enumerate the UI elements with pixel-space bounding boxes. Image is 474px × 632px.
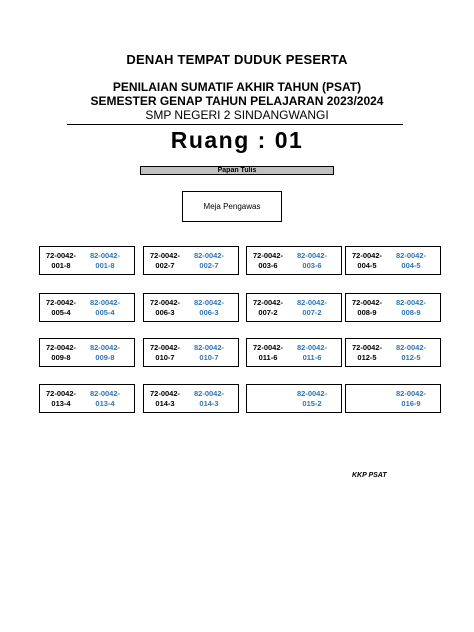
seat-card [246, 246, 342, 275]
seat-card [345, 384, 441, 413]
seat-number-secondary [390, 298, 432, 318]
seat-number-primary-line1: 72-0042- [149, 298, 181, 307]
seat-number-primary [144, 389, 186, 409]
seat-card [143, 246, 239, 275]
seat-number-primary-line2: 014-3 [155, 399, 175, 408]
seat-card [39, 338, 135, 367]
seat-number-primary [247, 343, 289, 363]
seat-number-primary-line2: 006-3 [155, 308, 175, 317]
seat-number-secondary [291, 298, 333, 318]
seat-number-secondary [390, 251, 432, 271]
seat-number-secondary-line1: 82-0042- [296, 389, 328, 398]
seat-number-primary [247, 298, 289, 318]
seat-number-primary [144, 251, 186, 271]
seat-number-secondary-line2: 012-5 [401, 353, 421, 362]
seat-number-secondary-line1: 82-0042- [193, 343, 225, 352]
seat-number-secondary [188, 343, 230, 363]
seat-number-secondary-line1: 82-0042- [193, 298, 225, 307]
seat-number-primary [40, 343, 82, 363]
seat-number-secondary [188, 298, 230, 318]
supervisor-desk: Meja Pengawas [182, 191, 282, 222]
seat-number-primary [144, 343, 186, 363]
seat-number-primary [346, 298, 388, 318]
seat-number-secondary-line2: 005-4 [95, 308, 115, 317]
seat-number-primary [40, 389, 82, 409]
seat-number-primary-line1: 72-0042- [252, 298, 284, 307]
seat-card [246, 293, 342, 322]
seat-number-primary [144, 298, 186, 318]
seat-number-primary [40, 298, 82, 318]
seat-number-primary [40, 251, 82, 271]
seat-card [39, 246, 135, 275]
seat-number-secondary-line1: 82-0042- [296, 343, 328, 352]
seat-number-primary-line2: 009-8 [51, 353, 71, 362]
seat-number-primary-line2: 012-5 [357, 353, 377, 362]
seat-number-secondary [390, 389, 432, 409]
seat-number-primary-line1: 72-0042- [351, 251, 383, 260]
seat-number-primary-line1: 72-0042- [149, 251, 181, 260]
seat-card [246, 384, 342, 413]
seat-number-primary-line2: 008-9 [357, 308, 377, 317]
seat-number-primary-line2: 001-8 [51, 261, 71, 270]
seat-card [246, 338, 342, 367]
seat-number-secondary-line2: 007-2 [302, 308, 322, 317]
assessment-title: PENILAIAN SUMATIF AKHIR TAHUN (PSAT) [112, 80, 362, 94]
seat-number-primary-line2: 011-6 [258, 353, 278, 362]
seat-number-primary [346, 251, 388, 271]
seat-number-secondary-line1: 82-0042- [89, 343, 121, 352]
seat-number-primary-line2: 002-7 [155, 261, 175, 270]
seat-number-primary-line1: 72-0042- [45, 298, 77, 307]
seat-number-primary-line1: 72-0042- [351, 343, 383, 352]
seat-number-primary-line2: 013-4 [51, 399, 71, 408]
seat-number-secondary-line1: 82-0042- [296, 298, 328, 307]
seat-card [143, 338, 239, 367]
seat-number-primary-line1: 72-0042- [45, 343, 77, 352]
seat-number-secondary-line2: 014-3 [199, 399, 219, 408]
seat-number-secondary [84, 389, 126, 409]
seat-number-primary-line1: 72-0042- [45, 389, 77, 398]
whiteboard: Papan Tulis [140, 166, 334, 175]
seat-number-secondary [84, 343, 126, 363]
seat-number-secondary-line2: 013-4 [95, 399, 115, 408]
seat-number-secondary [188, 251, 230, 271]
seat-number-primary-line2: 003-6 [258, 261, 278, 270]
seat-number-primary-line1: 72-0042- [351, 298, 383, 307]
seat-number-primary-line1: 72-0042- [252, 251, 284, 260]
seat-number-primary [346, 343, 388, 363]
seat-number-secondary-line1: 82-0042- [89, 251, 121, 260]
seat-number-secondary-line1: 82-0042- [395, 343, 427, 352]
seat-number-primary-line2: 010-7 [155, 353, 175, 362]
seat-number-secondary-line2: 015-2 [302, 399, 322, 408]
seat-card [345, 293, 441, 322]
seat-number-secondary [291, 343, 333, 363]
seat-card [143, 384, 239, 413]
seat-number-primary-line2: 007-2 [258, 308, 278, 317]
seat-number-primary-line1: 72-0042- [252, 343, 284, 352]
room-title: Ruang : 01 [170, 127, 304, 153]
school-name: SMP NEGERI 2 SINDANGWANGI [145, 108, 329, 122]
seat-number-secondary-line2: 002-7 [199, 261, 219, 270]
seat-number-secondary-line1: 82-0042- [395, 389, 427, 398]
seat-number-secondary-line2: 003-6 [302, 261, 322, 270]
seat-number-secondary-line2: 004-5 [401, 261, 421, 270]
seat-number-primary-line2: 005-4 [51, 308, 71, 317]
seat-number-secondary [291, 251, 333, 271]
seat-number-primary-line1: 72-0042- [149, 343, 181, 352]
seat-number-secondary-line2: 011-6 [302, 353, 322, 362]
seat-card [143, 293, 239, 322]
seat-number-secondary-line2: 008-9 [401, 308, 421, 317]
seat-number-secondary-line1: 82-0042- [193, 251, 225, 260]
seat-number-secondary-line1: 82-0042- [89, 389, 121, 398]
seat-number-secondary [291, 389, 333, 409]
seat-number-primary [247, 251, 289, 271]
seat-card [39, 384, 135, 413]
seat-number-secondary-line1: 82-0042- [395, 298, 427, 307]
seat-number-secondary-line1: 82-0042- [296, 251, 328, 260]
seat-number-secondary-line1: 82-0042- [89, 298, 121, 307]
seat-number-secondary-line1: 82-0042- [193, 389, 225, 398]
seat-card [345, 338, 441, 367]
seat-card [39, 293, 135, 322]
seat-number-primary-line2: 004-5 [357, 261, 377, 270]
seat-number-secondary-line2: 001-8 [95, 261, 115, 270]
seat-number-secondary-line1: 82-0042- [395, 251, 427, 260]
seat-number-primary-line1: 72-0042- [45, 251, 77, 260]
seat-card [345, 246, 441, 275]
header-divider [67, 124, 403, 125]
seat-number-secondary-line2: 010-7 [199, 353, 219, 362]
seat-number-secondary-line2: 009-8 [95, 353, 115, 362]
seat-number-secondary [84, 251, 126, 271]
seat-number-secondary-line2: 006-3 [199, 308, 219, 317]
seat-number-secondary [188, 389, 230, 409]
footer-note: KKP PSAT [352, 472, 387, 479]
seat-number-primary-line1: 72-0042- [149, 389, 181, 398]
page-title: DENAH TEMPAT DUDUK PESERTA [126, 52, 348, 67]
seat-number-secondary [390, 343, 432, 363]
semester-title: SEMESTER GENAP TAHUN PELAJARAN 2023/2024 [90, 94, 384, 108]
seat-number-secondary [84, 298, 126, 318]
seat-number-secondary-line2: 016-9 [401, 399, 421, 408]
